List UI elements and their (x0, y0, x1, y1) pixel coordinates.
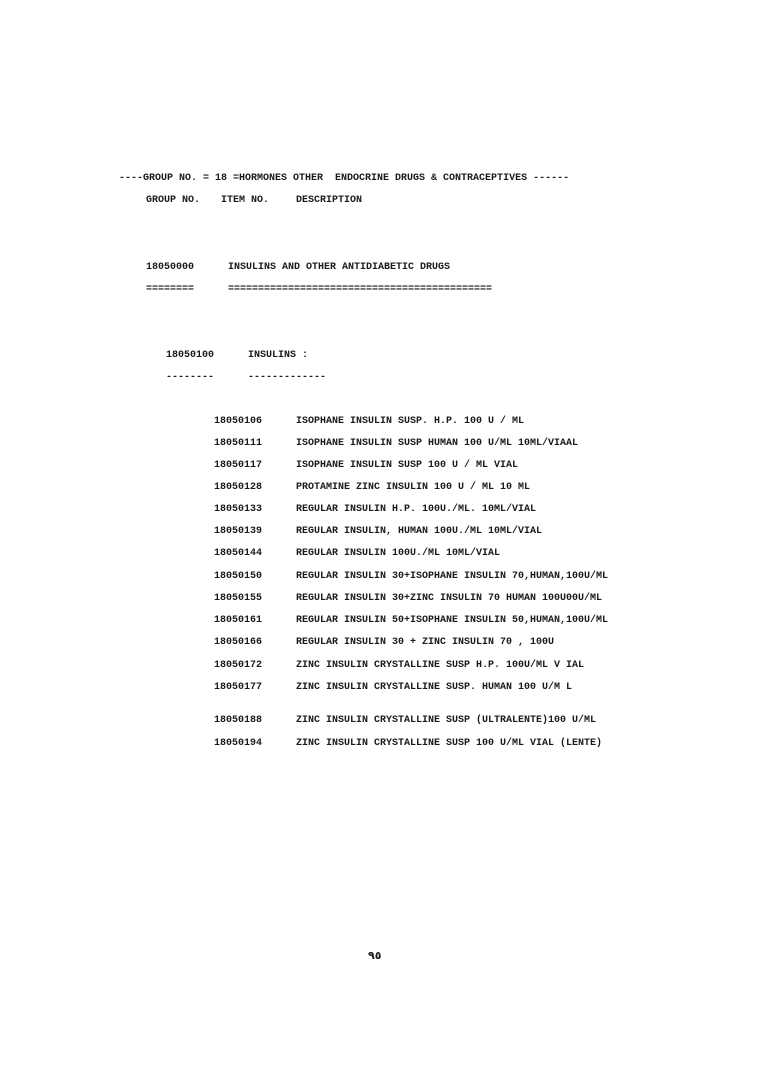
list-item (0, 571, 758, 583)
list-item (0, 738, 758, 750)
item-code: 18050150 (214, 571, 263, 582)
item-code: 18050139 (214, 526, 263, 537)
item-description: REGULAR INSULIN 50+ISOPHANE INSULIN 50,HUMAN,100U/ML (296, 615, 609, 626)
item-code: 18050117 (214, 460, 263, 471)
list-item (0, 460, 758, 472)
item-code: 18050106 (214, 416, 263, 427)
list-item (0, 438, 758, 450)
item-code: 18050144 (214, 548, 263, 559)
item-description: REGULAR INSULIN 30+ISOPHANE INSULIN 70,HUMAN,100U/ML (296, 571, 609, 582)
item-description: REGULAR INSULIN, HUMAN 100U./ML 10ML/VIAL (296, 526, 543, 537)
list-item (0, 637, 758, 649)
item-description: ZINC INSULIN CRYSTALLINE SUSP H.P. 100U/ML V IAL (296, 660, 585, 671)
item-description: REGULAR INSULIN 30 + ZINC INSULIN 70 , 100U (296, 637, 555, 648)
item-code: 18050166 (214, 637, 263, 648)
section-code: 18050000 (146, 262, 195, 273)
column-header-description: DESCRIPTION (296, 195, 363, 206)
item-code: 18050194 (214, 738, 263, 749)
list-item (0, 615, 758, 627)
list-item (0, 660, 758, 672)
section-title: INSULINS AND OTHER ANTIDIABETIC DRUGS (228, 262, 451, 273)
item-description: ISOPHANE INSULIN SUSP. H.P. 100 U / ML (296, 416, 525, 427)
item-description: ISOPHANE INSULIN SUSP HUMAN 100 U/ML 10ML/VIAAL (296, 438, 579, 449)
item-code: 18050111 (214, 438, 263, 449)
item-code: 18050177 (214, 682, 263, 693)
page-number: ٩٥ (368, 949, 382, 962)
item-description: ZINC INSULIN CRYSTALLINE SUSP (ULTRALENTE)100 U/ML (296, 715, 597, 726)
list-item (0, 682, 758, 694)
subsection-title-underline: ------------- (248, 372, 327, 383)
item-description: ZINC INSULIN CRYSTALLINE SUSP 100 U/ML VIAL (LENTE) (296, 738, 603, 749)
item-description: PROTAMINE ZINC INSULIN 100 U / ML 10 ML (296, 482, 531, 493)
item-description: REGULAR INSULIN 30+ZINC INSULIN 70 HUMAN 100U00U/ML (296, 593, 603, 604)
column-header-group-no: GROUP NO. (146, 195, 201, 206)
group-header: ----GROUP NO. = 18 =HORMONES OTHER ENDOCRINE DRUGS & CONTRACEPTIVES ------ (119, 173, 570, 184)
item-code: 18050172 (214, 660, 263, 671)
item-description: ISOPHANE INSULIN SUSP 100 U / ML VIAL (296, 460, 519, 471)
list-item (0, 715, 758, 727)
item-description: REGULAR INSULIN 100U./ML 10ML/VIAL (296, 548, 501, 559)
list-item (0, 504, 758, 516)
item-description: ZINC INSULIN CRYSTALLINE SUSP. HUMAN 100 U/M L (296, 682, 573, 693)
list-item (0, 482, 758, 494)
list-item (0, 526, 758, 538)
column-header-item-no: ITEM NO. (221, 195, 270, 206)
list-item (0, 416, 758, 428)
item-code: 18050133 (214, 504, 263, 515)
subsection-code-underline: -------- (166, 372, 215, 383)
list-item (0, 548, 758, 560)
list-item (0, 593, 758, 605)
item-code: 18050155 (214, 593, 263, 604)
section-code-underline: ======== (146, 284, 195, 295)
item-description: REGULAR INSULIN H.P. 100U./ML. 10ML/VIAL (296, 504, 537, 515)
item-code: 18050188 (214, 715, 263, 726)
item-code: 18050128 (214, 482, 263, 493)
item-code: 18050161 (214, 615, 263, 626)
subsection-title: INSULINS : (248, 350, 309, 361)
section-title-underline: ============================================ (228, 284, 493, 295)
subsection-code: 18050100 (166, 350, 215, 361)
